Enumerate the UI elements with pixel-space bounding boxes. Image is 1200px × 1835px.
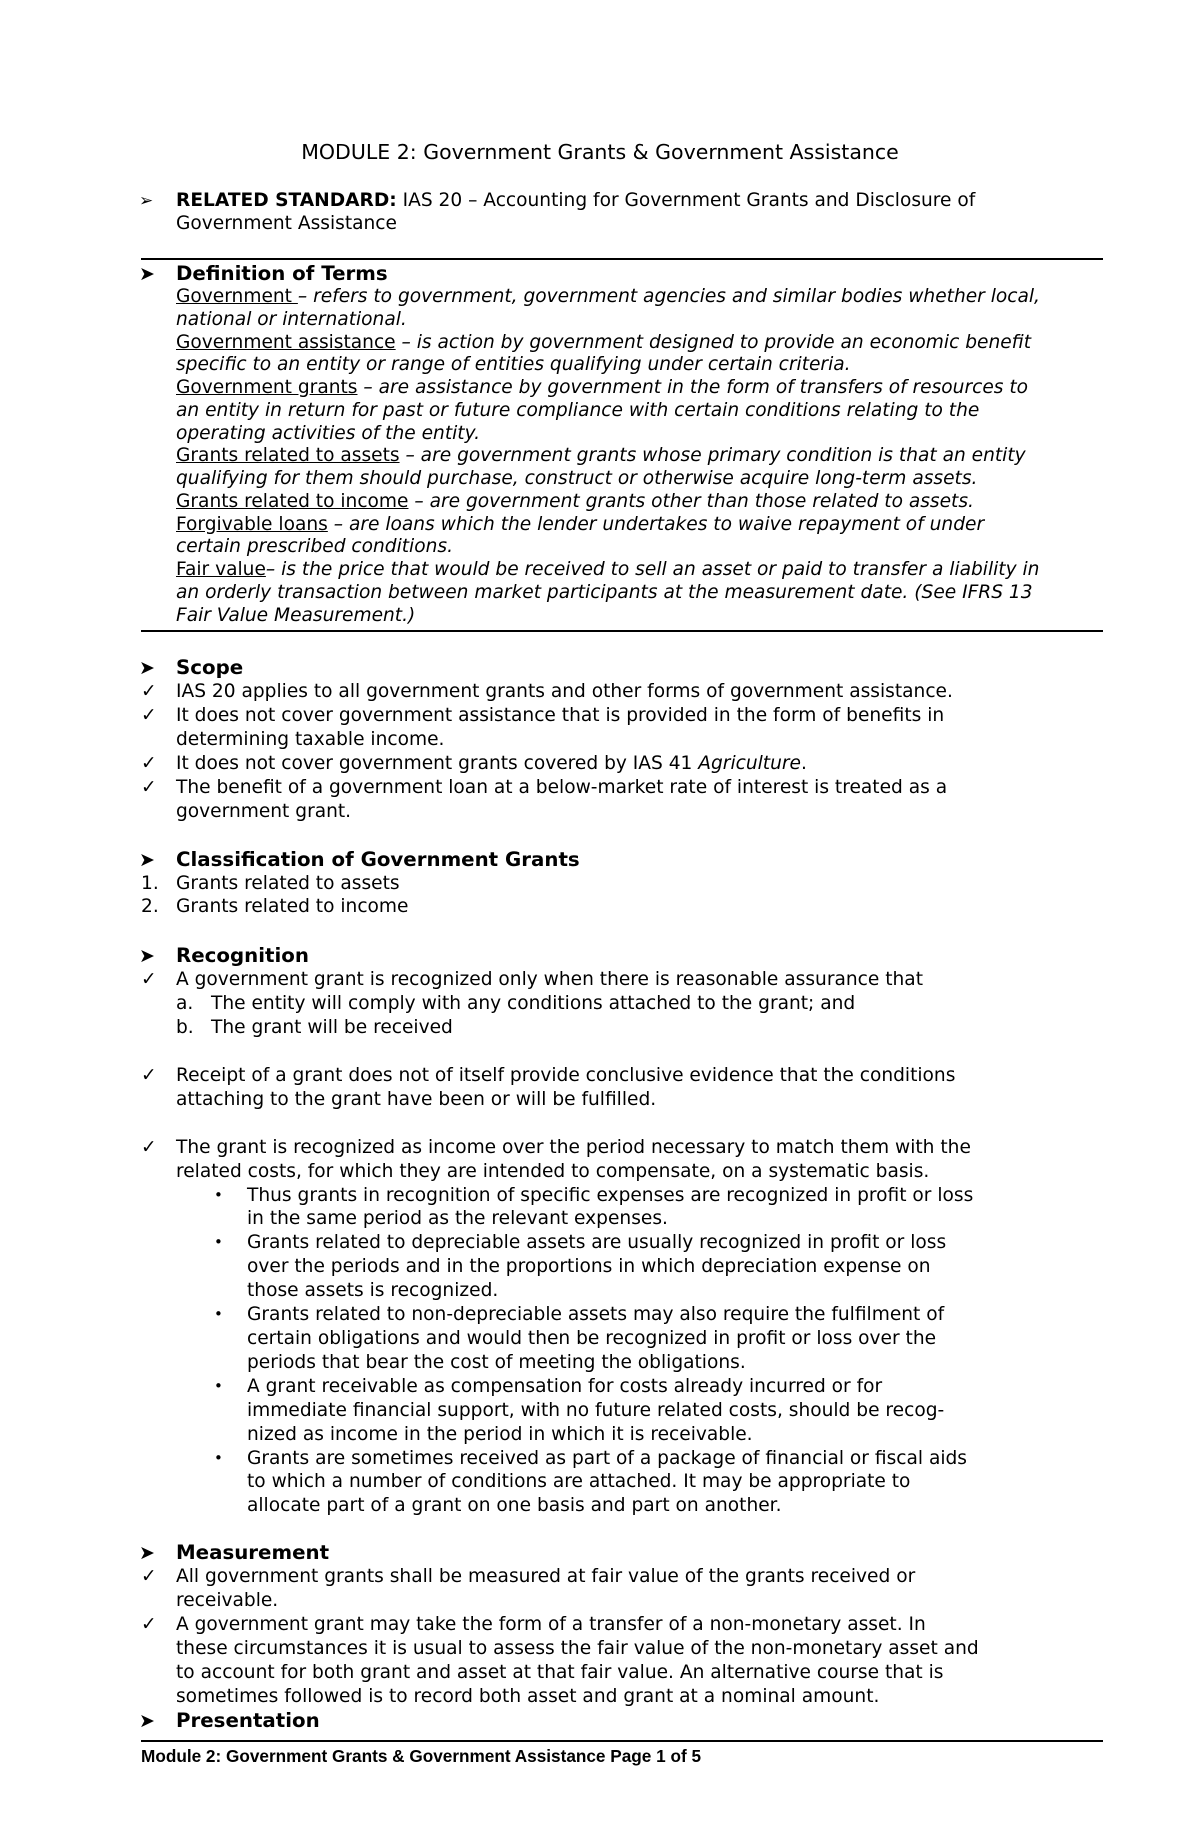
list-item: ✓ The benefit of a government loan at a below-market rate of interest is treated as a government grant.: [141, 777, 948, 823]
classification-section: [141, 848, 1103, 918]
list-item: • Grants related to non-depreciable assets may also require the fulfilment of certain obligations and would then be recognized in profit or loss over the periods that bear the cost of meeting the obligations.: [214, 1304, 945, 1373]
definition-text-cont: specific to an entity or range of entities qualifying under certain criteria.: [176, 354, 851, 376]
check-icon: ✓: [141, 705, 157, 727]
definition-text: – are government grants other than those related to assets.: [408, 490, 974, 512]
related-standard-label: RELATED STANDARD:: [176, 190, 397, 211]
definition-text-cont: an entity in return for past or future compliance with certain conditions relating to the: [176, 399, 980, 421]
list-item: 2. Grants related to income: [141, 896, 409, 918]
divider: [141, 630, 1103, 632]
arrow-bullet-icon: ➤: [139, 1542, 155, 1564]
definition-text-cont: national or international.: [176, 308, 407, 330]
definition-text: – are government grants whose primary condition is that an entity: [399, 445, 1026, 467]
definition-text-cont: operating activities of the entity.: [176, 422, 481, 444]
recognition-bullets: [106, 1184, 1103, 1519]
list-item: ✓ Receipt of a grant does not of itself provide conclusive evidence that the conditions attaching to the grant have been or will be fulfilled.: [141, 1064, 956, 1110]
check-icon: ✓: [141, 1136, 157, 1158]
arrow-bullet-icon: ➢: [139, 191, 154, 211]
definition-text: – is action by government designed to provide an economic benefit: [395, 331, 1031, 353]
list-item: ✓ A government grant is recognized only when there is reasonable assurance that: [141, 969, 923, 991]
arrow-bullet-icon: ➤: [139, 945, 155, 967]
definition-text-cont: qualifying for them should purchase, construct or otherwise acquire long-term assets.: [176, 468, 978, 490]
check-icon: ✓: [141, 1566, 157, 1588]
check-icon: ✓: [141, 681, 157, 703]
section-heading-recognition: Recognition: [176, 944, 309, 967]
section-heading-presentation: Presentation: [176, 1709, 320, 1733]
definition-text: – is the price that would be received to sell an asset or paid to transfer a liability in: [265, 559, 1040, 581]
list-item: ✓ All government grants shall be measured at fair value of the grants received or receivable.: [141, 1566, 916, 1612]
list-item: • Thus grants in recognition of specific expenses are recognized in profit or loss in the same period as the relevant expenses.: [214, 1184, 974, 1230]
check-icon: ✓: [141, 777, 157, 799]
scope-list: [106, 680, 1103, 824]
list-item: 1. Grants related to assets: [141, 873, 400, 895]
related-standard-text-cont: Government Assistance: [176, 213, 397, 234]
list-item: ✓ It does not cover government grants covered by IAS 41 Agriculture.: [141, 753, 807, 775]
bullet-icon: •: [214, 1305, 223, 1324]
section-heading-measurement: Measurement: [176, 1541, 330, 1564]
definition-text-cont: Fair Value Measurement.): [176, 604, 416, 626]
page-footer: Module 2: Government Grants & Government Assistance Page 1 of 5: [141, 1746, 702, 1766]
check-icon: ✓: [141, 969, 157, 991]
check-icon: ✓: [141, 1614, 157, 1636]
definition-text: – are loans which the lender undertakes to waive repayment of under: [327, 513, 985, 535]
definition-item: [176, 491, 1103, 514]
list-item: a. The entity will comply with any conditions attached to the grant; and: [176, 993, 856, 1015]
divider: [141, 1740, 1103, 1742]
list-item: ✓ It does not cover government assistance that is provided in the form of benefits in determining taxable income.: [141, 705, 945, 751]
definition-item: [176, 332, 1103, 355]
definitions-section: [141, 262, 1103, 627]
definition-item: [176, 377, 1103, 400]
list-item: ✓ A government grant may take the form of a transfer of a non-monetary asset. In these circumstances it is usual to assess the fair value of the non-monetary asset and to account for both grant and asset at that fair value. An alternative course that is sometimes followed is to record both asset and grant at a nominal amount.: [141, 1614, 979, 1708]
definition-item: [176, 514, 1103, 537]
list-item: • Grants related to depreciable assets are usually recognized in profit or loss over the periods and in the proportions in which depreciation expense on those assets is recognized.: [214, 1232, 947, 1302]
page-title: MODULE 2: Government Grants & Government Assistance: [301, 140, 899, 164]
definition-term: Grants related to income: [176, 490, 409, 512]
arrow-bullet-icon: ➤: [139, 1710, 155, 1733]
section-heading-scope: Scope: [176, 656, 244, 679]
related-standard-section: [141, 189, 1103, 235]
bullet-icon: •: [214, 1185, 223, 1204]
definition-term: Government: [176, 286, 298, 308]
bullet-icon: •: [214, 1376, 223, 1395]
definition-text-cont: an orderly transaction between market participants at the measurement date. (See IFRS 13: [176, 581, 1033, 603]
recognition-section: [141, 944, 1103, 1518]
definition-term: Government grants: [176, 377, 358, 399]
definition-item: [176, 286, 1103, 309]
arrow-bullet-icon: ➤: [139, 263, 155, 285]
definition-item: [176, 559, 1103, 582]
definition-term: Grants related to assets: [176, 445, 400, 467]
bullet-icon: •: [214, 1448, 223, 1467]
definitions-list: [176, 286, 1103, 627]
definition-text: – are assistance by government in the form of transfers of resources to: [357, 377, 1029, 399]
check-icon: ✓: [141, 753, 157, 775]
definition-item: [176, 445, 1103, 468]
measurement-section: [141, 1541, 1103, 1733]
section-heading-definitions: Definition of Terms: [176, 262, 388, 285]
related-standard-text: IAS 20 – Accounting for Government Grants and Disclosure of: [396, 190, 976, 211]
scope-section: [141, 656, 1103, 824]
section-heading-classification: Classification of Government Grants: [176, 848, 580, 871]
definition-text-cont: certain prescribed conditions.: [176, 536, 453, 558]
divider: [141, 258, 1103, 260]
list-item: ✓ The grant is recognized as income over the period necessary to match them with the related costs, for which they are intended to compensate, on a systematic basis.: [141, 1136, 971, 1182]
definition-text: – refers to government, government agencies and similar bodies whether local,: [297, 286, 1040, 308]
list-item: • A grant receivable as compensation for costs already incurred or for immediate financial support, with no future related costs, should be recog- nized as income in the period in which it is receivable.: [214, 1375, 945, 1445]
list-item: • Grants are sometimes received as part of a package of financial or fiscal aids to which a number of conditions are attached. It may be appropriate to allocate part of a grant on one basis and part on another.: [214, 1447, 967, 1517]
check-icon: ✓: [141, 1064, 157, 1086]
definition-term: Fair value: [176, 559, 266, 581]
list-item: b. The grant will be received: [176, 1017, 453, 1039]
list-item: ✓ IAS 20 applies to all government grants and other forms of government assistance.: [141, 681, 953, 703]
arrow-bullet-icon: ➤: [139, 657, 155, 679]
measurement-list: [106, 1565, 1103, 1709]
bullet-icon: •: [214, 1233, 223, 1252]
arrow-bullet-icon: ➤: [139, 849, 155, 871]
definition-term: Forgivable loans: [176, 513, 328, 535]
definition-term: Government assistance: [176, 331, 396, 353]
